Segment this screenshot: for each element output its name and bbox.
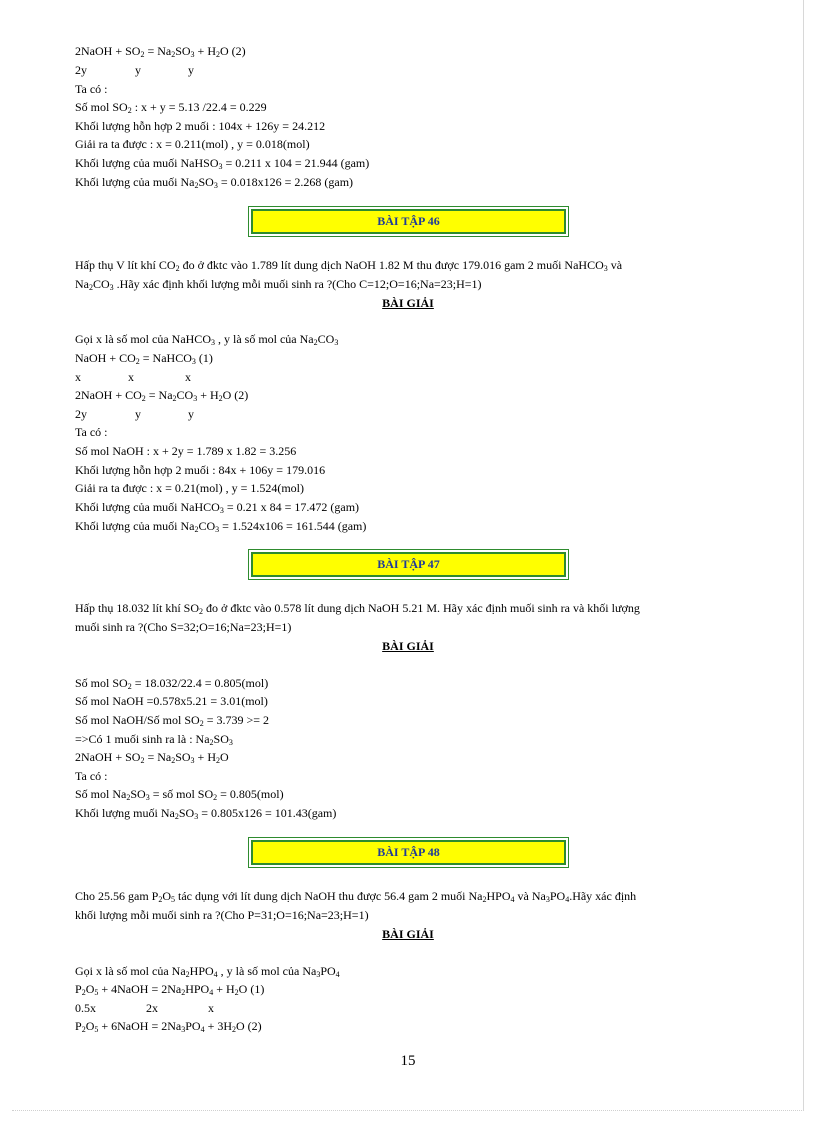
exercise-heading-h47 — [251, 552, 566, 577]
mole-ratio-term: y — [188, 63, 194, 77]
text-line: Khối lượng của muối $Na_2SO_3 = 0.018x126 = 2.268$ (gam) — [75, 175, 354, 190]
exercise-heading-h48 — [251, 840, 566, 865]
text-line: muối sinh ra ?(Cho S=32;O=16;Na=23;H=1) — [75, 620, 292, 634]
text-line: NaOH + $CO_2$ = NaHCO$_3$ (1) — [75, 351, 213, 366]
text-line: Giải ra ta được : x = 0.21(mol) , y = 1.524(mol) — [75, 481, 305, 495]
mole-ratio-term: y — [188, 407, 194, 421]
exercise-heading-h46 — [251, 209, 566, 234]
text-line: $Na_2CO_3$ .Hãy xác định khối lượng mỗi muối sinh ra ?(Cho C=12;O=16;Na=23;H=1) — [75, 277, 482, 292]
text-line: Gọi x là số mol của NaHCO$_3$ , y là số mol của $Na_2CO_3$ — [75, 332, 339, 347]
mole-ratio-term: x — [185, 370, 191, 384]
text-line: Hấp thụ V lít khí $CO_2$ đo ở đktc vào 1.789 lít dung dịch NaOH 1.82 M thu được 179.016 gam 2 muối NaHCO$_3$ và — [75, 258, 623, 273]
mole-ratio-term: x — [128, 370, 134, 384]
text-line: Khối lượng của muối NaHSO$_3$ = 0.211 x 104 = 21.944 (gam) — [75, 156, 370, 171]
solution-heading: BÀI GIẢI — [382, 927, 434, 941]
mole-ratio-term: y — [135, 63, 141, 77]
text-line: Số mol $SO_2 = 18.032/22.4 = 0.805(mol)$ — [75, 676, 269, 691]
text-line: Cho 25.56 gam $P_2O_5$ tác dụng với lít dung dịch NaOH thu được 56.4 gam 2 muối $Na_2HPO_4$ và $Na_3PO_4.Hãy$ xác định — [75, 889, 637, 904]
text-line: Ta có : — [75, 82, 108, 96]
exercise-heading-label: BÀI TẬP 46 — [377, 214, 440, 228]
text-line: Số mol NaOH =0.578x5.21 = 3.01(mol) — [75, 694, 268, 708]
mole-ratio-term: 0.5x — [75, 1001, 96, 1015]
exercise-heading-label: BÀI TẬP 47 — [377, 557, 440, 571]
mole-ratio-term: 2x — [146, 1001, 158, 1015]
text-line: $P_2O_5$ + 4NaOH = $2Na_2HPO_4 + H_2O$ (1) — [75, 982, 265, 997]
solution-heading: BÀI GIẢI — [382, 639, 434, 653]
mole-ratio-term: x — [75, 370, 81, 384]
text-line: Khối lượng của muối NaHCO$_3$ = 0.21 x 84 = 17.472 (gam) — [75, 500, 360, 515]
text-line: Số mol $Na_2SO_3$ = số mol $SO_2 = 0.805(mol)$ — [75, 787, 284, 802]
text-line: Khối lượng của muối $Na_2CO_3 = 1.524x106 = 161.544$ (gam) — [75, 519, 367, 534]
text-line: Khối lượng muối $Na_2SO_3 = 0.805x126 = 101.43(gam)$ — [75, 806, 337, 821]
text-line: Số mol NaOH : x + 2y = 1.789 x 1.82 = 3.256 — [75, 444, 297, 458]
text-line: 2NaOH + $SO_2 = Na_2SO_3 + H_2O$ — [75, 750, 229, 765]
text-line: =>Có 1 muối sinh ra là : $Na_2SO_3$ — [75, 732, 233, 747]
text-line: Giải ra ta được : x = 0.211(mol) , y = 0.018(mol) — [75, 137, 310, 151]
mole-ratio-term: 2y — [75, 63, 87, 77]
text-line: 2NaOH + $SO_2 = Na_2SO_3 + H_2O$ (2) — [75, 44, 246, 59]
page-number: 15 — [400, 1053, 416, 1069]
text-line: Khối lượng hỗn hợp 2 muối : 104x + 126y = 24.212 — [75, 119, 326, 133]
exercise-heading-label: BÀI TẬP 48 — [377, 845, 440, 859]
mole-ratio-term: 2y — [75, 407, 87, 421]
solution-heading: BÀI GIẢI — [382, 296, 434, 310]
text-line: Ta có : — [75, 769, 108, 783]
mole-ratio-term: x — [208, 1001, 214, 1015]
text-line: Số mol NaOH/Số mol $SO_2 = 3.739 >= 2$ — [75, 713, 269, 728]
text-line: Gọi x là số mol của $Na_2HPO_4$ , y là số mol của $Na_3PO_4$ — [75, 964, 340, 979]
text-line: Ta có : — [75, 425, 108, 439]
text-line: Số mol $SO_2$ : x + y = 5.13 /22.4 = 0.229 — [75, 100, 267, 115]
text-line: Hấp thụ 18.032 lít khí $SO_2$ đo ở đktc vào 0.578 lít dung dịch NaOH 5.21 M. Hãy xác định muối sinh ra và khối lượng — [75, 601, 640, 616]
text-line: $P_2O_5$ + 6NaOH = $2Na_3PO_4 + 3H_2O$ (2) — [75, 1019, 262, 1034]
text-line: khối lượng mỗi muối sinh ra ?(Cho P=31;O=16;Na=23;H=1) — [75, 908, 369, 922]
text-line: Khối lượng hỗn hợp 2 muối : 84x + 106y = 179.016 — [75, 463, 326, 477]
text-line: 2NaOH + $CO_2 = Na_2CO_3 + H_2O$ (2) — [75, 388, 249, 403]
mole-ratio-term: y — [135, 407, 141, 421]
